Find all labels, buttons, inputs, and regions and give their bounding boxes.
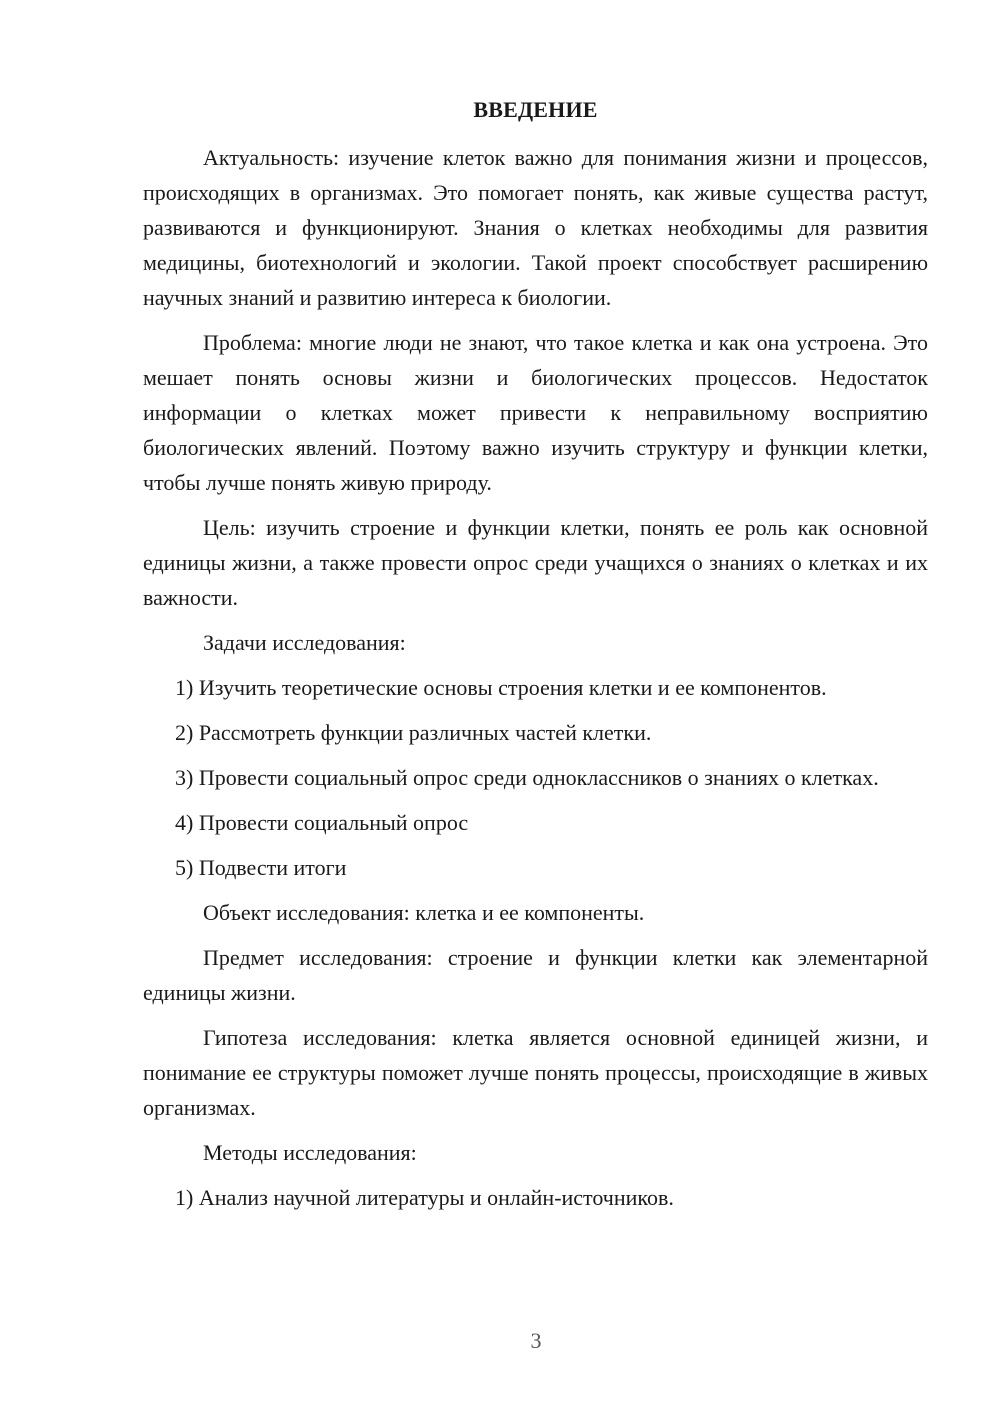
method-item-1: 1) Анализ научной литературы и онлайн-источников. (175, 1185, 674, 1210)
task-item-2: 2) Рассмотреть функции различных частей клетки. (175, 720, 652, 745)
task-item-3: 3) Провести социальный опрос среди одноклассников о знаниях о клетках. (175, 765, 879, 790)
subject-paragraph: Предмет исследования: строение и функции клетки как элементарной единицы жизни. (143, 945, 928, 1005)
page-number: 3 (530, 1328, 542, 1353)
hypothesis-paragraph: Гипотеза исследования: клетка является основной единицей жизни, и понимание ее структуры поможет лучше понять процессы, происходящие в живых организмах. (143, 1025, 928, 1120)
relevance-paragraph: Актуальность: изучение клеток важно для понимания жизни и процессов, происходящих в организмах. Это помогает понять, как живые существа растут, развиваются и функционируют. Знания о клетках необходимы для развития медицины, биотехнологий и экологии. Такой проект способствует расширению научных знаний и развитию интереса к биологии. (143, 145, 928, 310)
methods-heading: Методы исследования: (203, 1140, 417, 1165)
task-item-5: 5) Подвести итоги (175, 855, 347, 880)
document-page (143, 92, 928, 1215)
goal-paragraph: Цель: изучить строение и функции клетки, понять ее роль как основной единицы жизни, а также провести опрос среди учащихся о знаниях о клетках и их важности. (143, 515, 928, 610)
tasks-heading: Задачи исследования: (203, 630, 406, 655)
task-item-1: 1) Изучить теоретические основы строения клетки и ее компонентов. (175, 675, 827, 700)
problem-paragraph: Проблема: многие люди не знают, что такое клетка и как она устроена. Это мешает понять основы жизни и биологических процессов. Недостаток информации о клетках может привести к неправильному восприятию биологических явлений. Поэтому важно изучить структуру и функции клетки, чтобы лучше понять живую природу. (143, 330, 928, 495)
task-item-4: 4) Провести социальный опрос (175, 810, 469, 835)
section-title: ВВЕДЕНИЕ (473, 97, 598, 122)
object-paragraph: Объект исследования: клетка и ее компоненты. (203, 900, 645, 925)
